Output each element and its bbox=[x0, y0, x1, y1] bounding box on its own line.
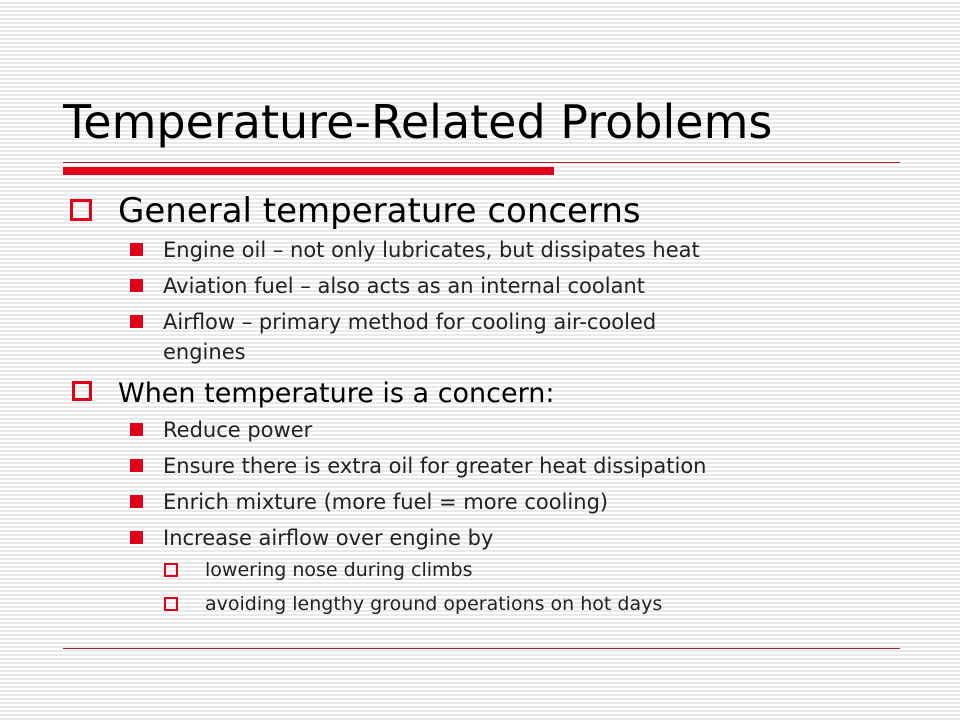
solid-square-bullet-icon bbox=[130, 531, 143, 544]
section-heading: When temperature is a concern: bbox=[118, 378, 555, 409]
solid-square-bullet-icon bbox=[130, 315, 143, 328]
hollow-square-bullet-icon bbox=[72, 381, 92, 401]
bullet-text: Airflow – primary method for cooling air-cooled bbox=[163, 310, 657, 334]
section-heading: General temperature concerns bbox=[118, 191, 641, 231]
solid-square-bullet-icon bbox=[130, 459, 143, 472]
bullet-text-continuation: engines bbox=[163, 340, 246, 364]
bullet-text: Aviation fuel – also acts as an internal coolant bbox=[163, 274, 645, 298]
bullet-text: Enrich mixture (more fuel = more cooling) bbox=[163, 490, 609, 514]
footer-rule bbox=[63, 648, 900, 649]
bullet-text: Ensure there is extra oil for greater heat dissipation bbox=[163, 454, 707, 478]
solid-square-bullet-icon bbox=[130, 279, 143, 292]
hollow-square-subbullet-icon bbox=[164, 563, 178, 577]
subbullet-text: avoiding lengthy ground operations on hot days bbox=[205, 593, 663, 615]
hollow-square-bullet-icon bbox=[70, 199, 92, 221]
hollow-square-subbullet-icon bbox=[164, 597, 178, 611]
slide-title: Temperature-Related Problems bbox=[63, 95, 773, 149]
bullet-text: Increase airflow over engine by bbox=[163, 526, 494, 550]
solid-square-bullet-icon bbox=[130, 423, 143, 436]
bullet-text: Engine oil – not only lubricates, but dissipates heat bbox=[163, 238, 700, 262]
solid-square-bullet-icon bbox=[130, 495, 143, 508]
solid-square-bullet-icon bbox=[130, 243, 143, 256]
subbullet-text: lowering nose during climbs bbox=[205, 559, 473, 581]
bullet-text: Reduce power bbox=[163, 418, 313, 442]
